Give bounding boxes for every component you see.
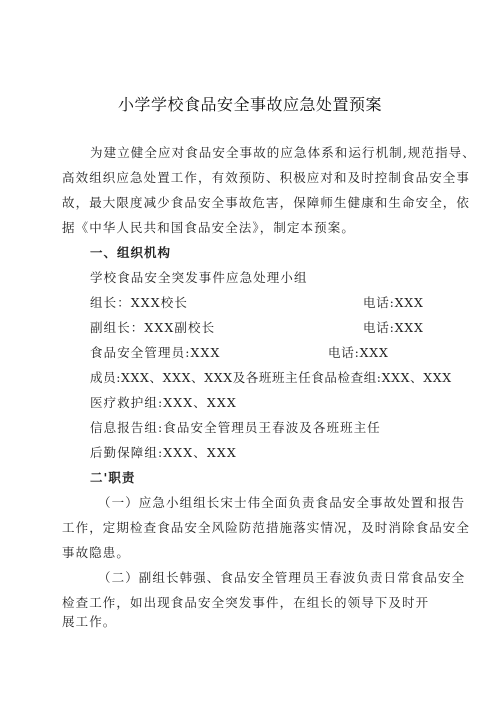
intro-line-1: 为建立健全应对食品安全事故的应急体系和运行机制,规范指导、 xyxy=(90,145,476,160)
manager-phone: 电话:XXX xyxy=(328,345,389,360)
document-title: 小学学校食品安全事故应急处置预案 xyxy=(117,95,382,114)
duty-1-line-1: （一）应急小组组长宋士伟全面负责食品安全事故处置和报告 xyxy=(98,495,466,510)
intro-line-2: 高效组织应急处置工作，有效预防、积极应对和及时控制食品安全事 xyxy=(62,170,471,185)
duty-1-line-2: 工作，定期检查食品安全风险防范措施落实情况，及时消除食品安全 xyxy=(62,520,471,535)
duty-2-line-2: 检查工作，如出现食品安全突发事件，在组长的领导下及时开 xyxy=(62,595,430,610)
leader-entry: 组长：XXX校长 xyxy=(90,295,188,310)
section-heading-duties: 二'职责 xyxy=(90,470,136,485)
intro-line-4: 据《中华人民共和国食品安全法》，制定本预案。 xyxy=(62,220,355,235)
section-heading-organization: 一、组织机构 xyxy=(90,245,172,260)
leader-phone: 电话:XXX xyxy=(363,295,424,310)
intro-line-3: 故，最大限度减少食品安全事故危害，保障师生健康和生命安全，依 xyxy=(62,195,471,210)
duty-2-line-3: 展工作。 xyxy=(62,614,117,629)
members-entry: 成员:XXX、XXX、XXX及各班班主任食品检查组:XXX、XXX xyxy=(90,370,452,385)
info-team-entry: 信息报告组:食品安全管理员王春波及各班班主任 xyxy=(90,420,381,435)
manager-entry: 食品安全管理员:XXX xyxy=(90,345,221,360)
medical-team-entry: 医疗救护组:XXX、XXX xyxy=(90,395,237,410)
duty-1-line-3: 事故隐患。 xyxy=(62,545,131,560)
deputy-phone: 电话:XXX xyxy=(363,320,424,335)
duty-2-line-1: （二）副组长韩强、食品安全管理员王春波负责日常食品安全 xyxy=(98,570,466,585)
group-name: 学校食品安全突发事件应急处理小组 xyxy=(90,270,308,285)
logistics-team-entry: 后勤保障组:XXX、XXX xyxy=(90,445,237,460)
deputy-entry: 副组长：XXX副校长 xyxy=(90,320,216,335)
